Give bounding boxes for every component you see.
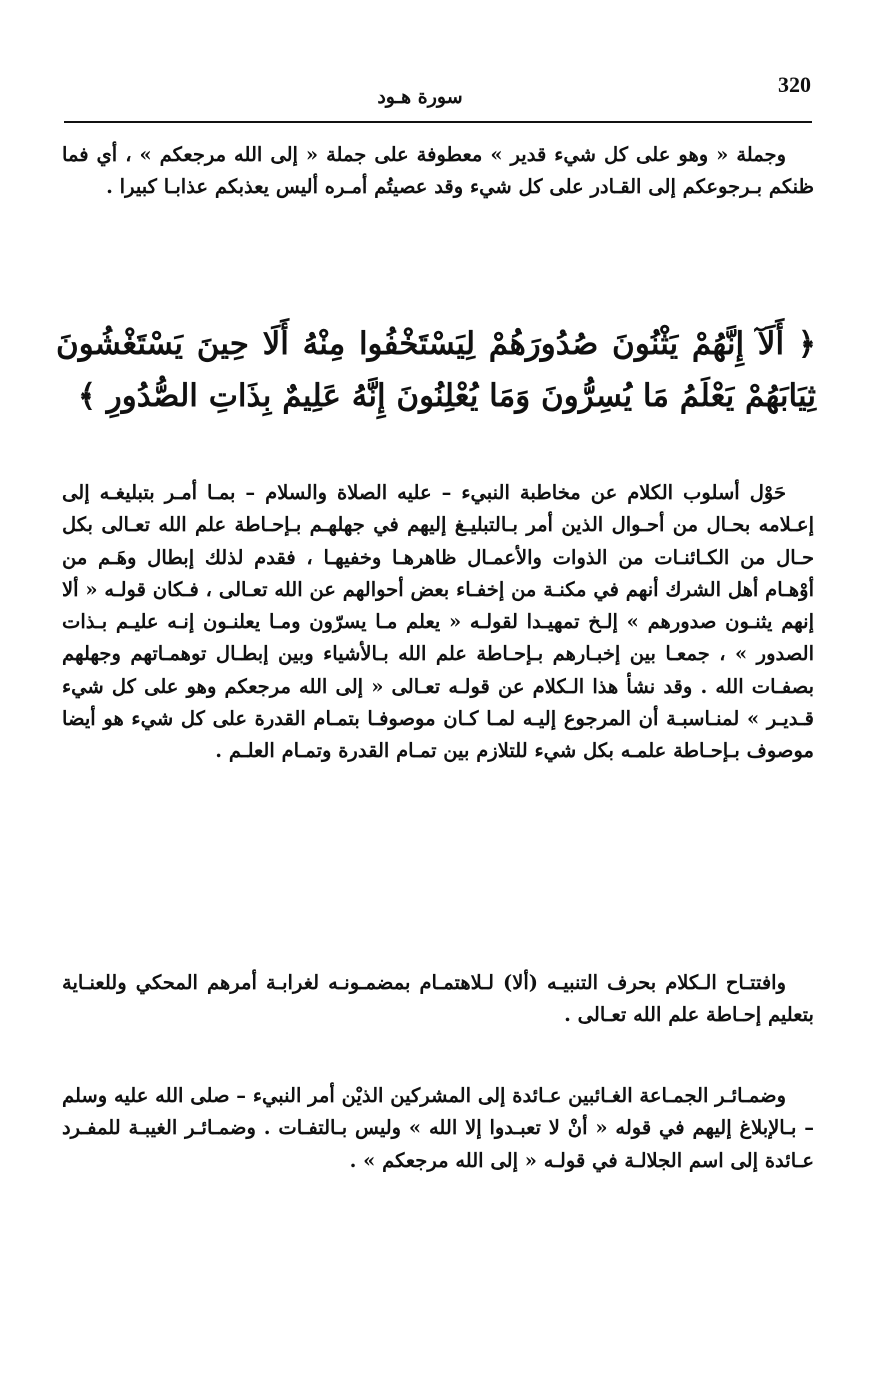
header-rule [64,121,812,123]
paragraph-text: وافتتـاح الـكلام بحرف التنبيـه (ألا) لـلاهتمـام بمضمـونـه لغرابـة أمرهم المحكي وللعنـاية بتعليم إحـاطة علم الله تعـالى . [62,971,814,1027]
quran-verse [56,318,816,422]
running-header-surah-title: سورة هـود [377,86,463,108]
verse-text: ﴿ أَلَآ إِنَّهُمْ يَثْنُونَ صُدُورَهُمْ لِيَسْتَخْفُوا مِنْهُ أَلَا حِينَ يَسْتَغْشُونَ ثِيَابَهُمْ يَعْلَمُ مَا يُسِرُّونَ وَمَا يُعْلِنُونَ إِنَّهُ عَلِيمٌ بِذَاتِ الصُّدُورِ ﴾ [56,326,816,414]
commentary-paragraph [62,477,814,768]
paragraph-text: وضمـائـر الجمـاعة الغـائبين عـائدة إلى المشركين الذيْن أمر النبيء – صلى الله عليه وسلم – بـالإبلاغ إليهم في قوله « أنْ لا تعبـدوا إلا الله » وليس بـالتفـات . وضمـائـر الغيبـة للمفـرد عـائدة إلى اسم الجلالـة في قولـه « إلى الله مرجعكم » . [61,1084,814,1172]
paragraph-text: حَوْل أسلوب الكلام عن مخاطبة النبيء – عليه الصلاة والسلام – بمـا أمـر بتبليغـه إلى إعـلامه بحـال من أحـوال الذين أمر بـالتبليـغ إليهم في جهلهـم بـإحـاطة علم الله تعـالى بكل حـال من الكـائنـات من الذوات والأعمـال ظاهرهـا وخفيهـا ، فقدم لذلك إبطال وهَـم من أوْهـام أهل الشرك أنهم في مكنـة من إخفـاء بعض أحوالهم عن الله تعـالى ، فـكان قولـه « ألا إنهم يثنـون صدورهم » إلـخ تمهيـدا لقولـه « يعلم مـا يسرّون ومـا يعلنـون إنـه عليـم بـذات الصدور » ، جمعـا بين إخبـارهم بـإحـاطة علم الله بـالأشياء وبين إبطـال توهمـاتهم وجهلهم بصفـات الله . وقد نشأ هذا الـكلام عن قولـه تعـالى « إلى الله مرجعكم وهو على كل شيء قـديـر » لمنـاسبـة أن المرجوع إليـه لمـا كـان موصوفـا بتمـام القدرة على كل شيء هو أيضا موصوف بـإحـاطة علمـه بكل شيء للتلازم بين تمـام القدرة وتمـام العلـم . [62,481,814,763]
pronouns-paragraph [62,1080,814,1177]
intro-paragraph [62,139,814,204]
paragraph-text: وجملة « وهو على كل شيء قدير » معطوفة على جملة « إلى الله مرجعكم » ، أي فما ظنكم بـرجوعكم إلى القـادر على كل شيء وقد عصيتُم أمـره أليس يعذبكم عذابـا كبيرا . [62,143,814,199]
page-number: 320 [778,72,811,97]
opening-particle-paragraph [62,967,814,1032]
